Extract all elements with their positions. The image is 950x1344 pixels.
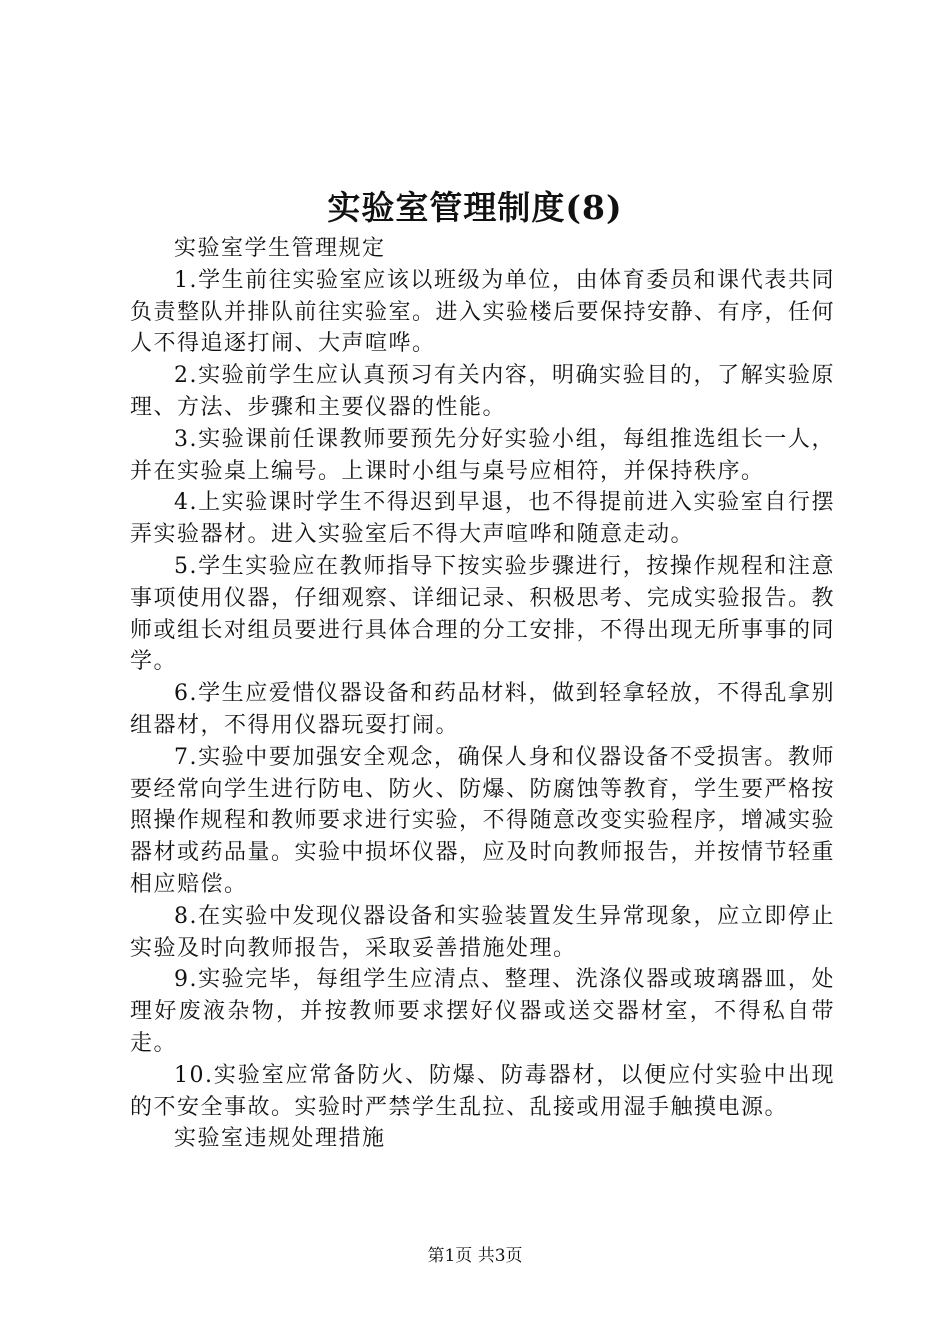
rule-item: 4.上实验课时学生不得迟到早退，也不得提前进入实验室自行摆弄实验器材。进入实验室后不得大声喧哗和随意走动。 xyxy=(130,490,835,548)
rule-item: 8.在实验中发现仪器设备和实验装置发生异常现象，应立即停止实验及时向教师报告，采取妥善措施处理。 xyxy=(130,903,835,961)
page-title: 实验室管理制度(8) xyxy=(327,188,623,227)
rule-item: 2.实验前学生应认真预习有关内容，明确实验目的，了解实验原理、方法、步骤和主要仪器的性能。 xyxy=(130,363,835,420)
rule-item: 6.学生应爱惜仪器设备和药品材料，做到轻拿轻放，不得乱拿别组器材，不得用仪器玩耍打闹。 xyxy=(130,681,835,738)
page-footer: 第1页 共3页 xyxy=(427,1246,523,1266)
section-heading: 实验室违规处理措施 xyxy=(174,1126,386,1152)
rule-item: 3.实验课前任课教师要预先分好实验小组，每组推选组长一人，并在实验桌上编号。上课时小组与桌号应相符，并保持秩序。 xyxy=(130,426,835,484)
rule-item: 1.学生前往实验室应该以班级为单位，由体育委员和课代表共同负责整队并排队前往实验室。进入实验楼后要保持安静、有序，任何人不得追逐打闹、大声喧哗。 xyxy=(130,267,836,357)
rule-item: 10.实验室应常备防火、防爆、防毒器材，以便应付实验中出现的不安全事故。实验时严禁学生乱拉、乱接或用湿手触摸电源。 xyxy=(130,1062,835,1120)
rule-item: 5.学生实验应在教师指导下按实验步骤进行，按操作规程和注意事项使用仪器，仔细观察、详细记录、积极思考、完成实验报告。教师或组长对组员要进行具体合理的分工安排，不得出现无所事事的同学。 xyxy=(130,553,836,675)
document-body xyxy=(130,233,835,1155)
rule-item: 9.实验完毕，每组学生应清点、整理、洗涤仪器或玻璃器皿，处理好废液杂物，并按教师要求摆好仪器或送交器材室，不得私自带走。 xyxy=(130,967,835,1056)
section-heading: 实验室学生管理规定 xyxy=(174,236,386,261)
rule-item: 7.实验中要加强安全观念，确保人身和仪器设备不受损害。教师要经常向学生进行防电、防火、防爆、防腐蚀等教育，学生要严格按照操作规程和教师要求进行实验，不得随意改变实验程序，增减实验器材或药品量。实验中损坏仪器，应及时向教师报告，并按情节轻重相应赔偿。 xyxy=(130,744,836,897)
